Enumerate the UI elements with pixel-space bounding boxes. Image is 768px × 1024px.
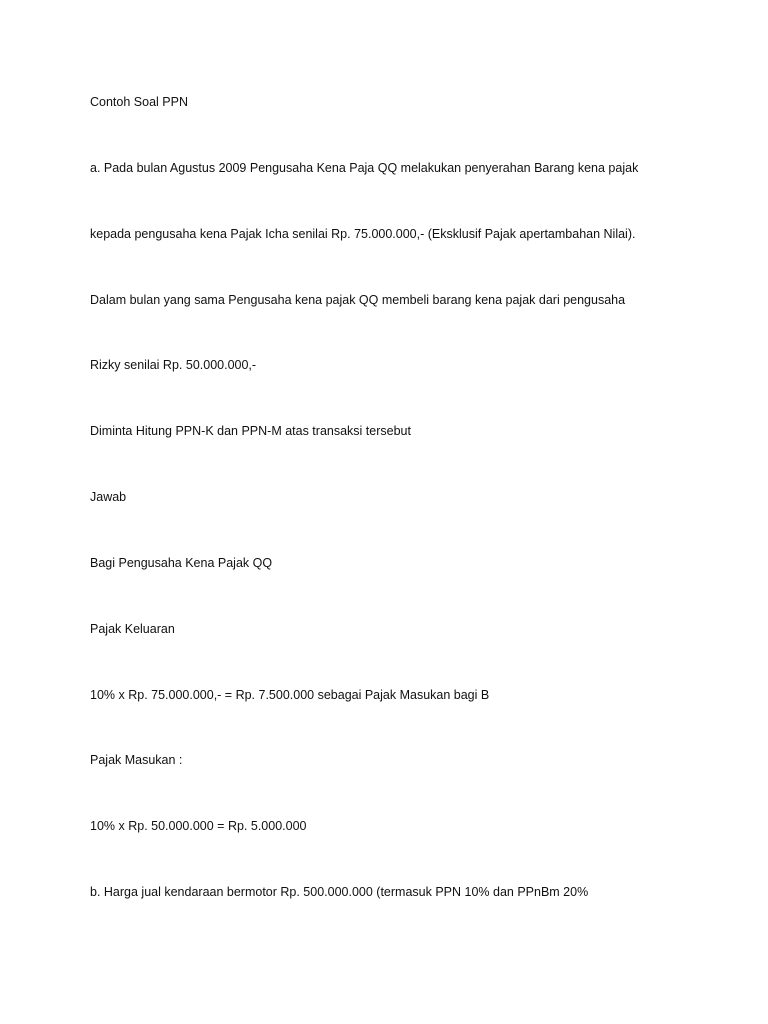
- text-line: 10% x Rp. 50.000.000 = Rp. 5.000.000: [90, 819, 307, 833]
- text-line: Pajak Keluaran: [90, 622, 175, 636]
- text-line: Pajak Masukan :: [90, 753, 183, 767]
- text-line: kepada pengusaha kena Pajak Icha senilai Rp. 75.000.000,- (Eksklusif Pajak apertambahan Nilai).: [90, 227, 636, 241]
- text-line: Diminta Hitung PPN-K dan PPN-M atas transaksi tersebut: [90, 424, 411, 438]
- text-line: Rizky senilai Rp. 50.000.000,-: [90, 358, 257, 372]
- text-line: Dalam bulan yang sama Pengusaha kena pajak QQ membeli barang kena pajak dari pengusaha: [90, 293, 626, 307]
- text-line: Jawab: [90, 490, 127, 504]
- text-line: b. Harga jual kendaraan bermotor Rp. 500.000.000 (termasuk PPN 10% dan PPnBm 20%: [90, 885, 589, 899]
- text-line: Bagi Pengusaha Kena Pajak QQ: [90, 556, 273, 570]
- text-line: 10% x Rp. 75.000.000,- = Rp. 7.500.000 sebagai Pajak Masukan bagi B: [90, 688, 490, 702]
- document-title: Contoh Soal PPN: [90, 95, 188, 109]
- text-line: a. Pada bulan Agustus 2009 Pengusaha Kena Paja QQ melakukan penyerahan Barang kena pajak: [90, 161, 639, 175]
